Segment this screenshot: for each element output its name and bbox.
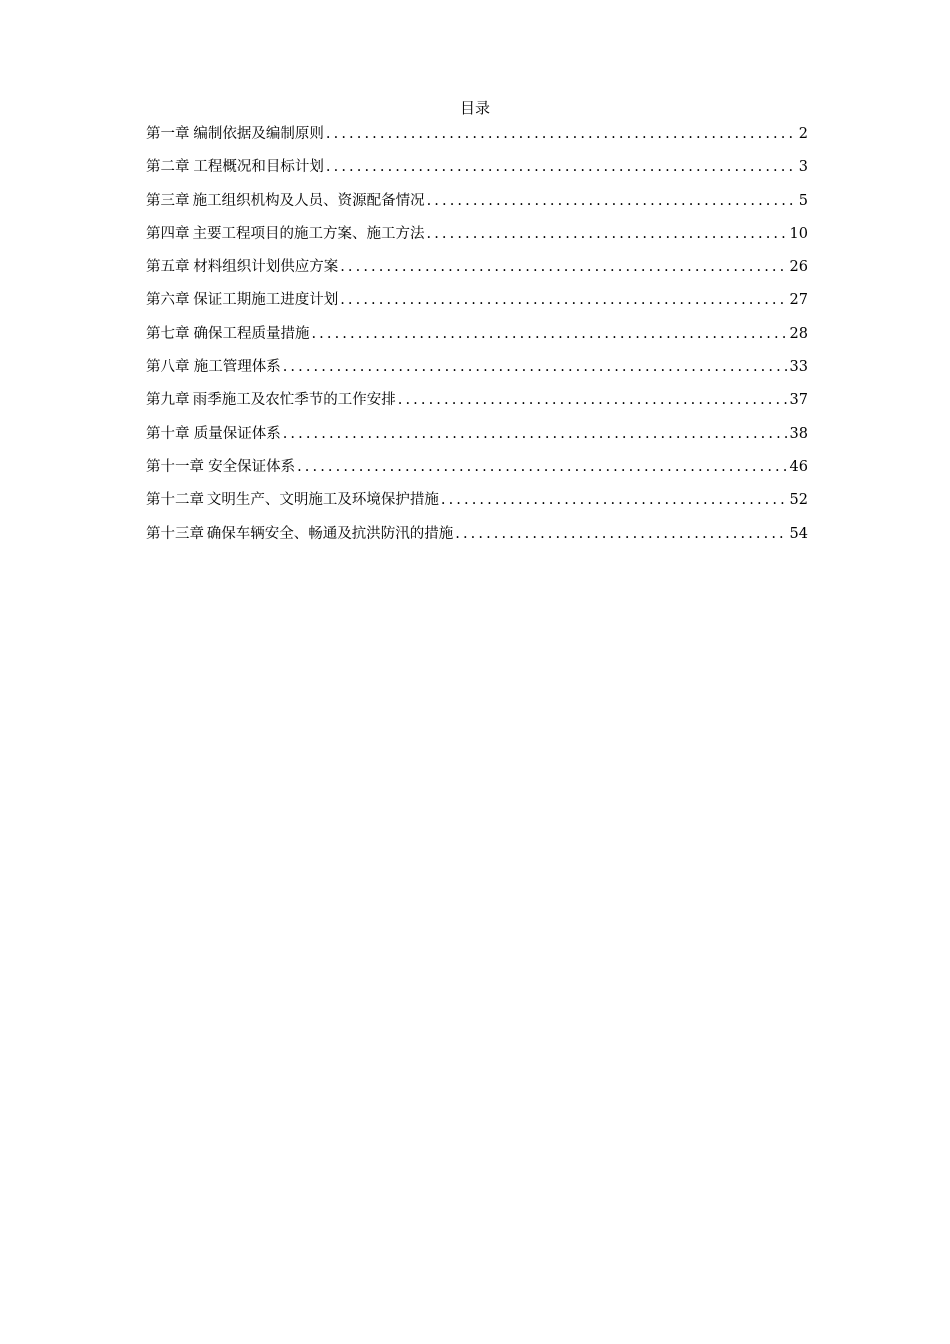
toc-dot-leader xyxy=(297,456,787,478)
toc-entry-title: 保证工期施工进度计划 xyxy=(193,292,339,309)
toc-entry[interactable] xyxy=(146,156,808,189)
toc-entry[interactable] xyxy=(146,523,808,556)
toc-chapter: 第三章 xyxy=(146,192,190,209)
toc-chapter: 第六章 xyxy=(146,292,190,309)
toc-chapter: 第十一章 xyxy=(146,458,204,475)
toc-entry[interactable] xyxy=(146,223,808,256)
toc-entry-title: 施工组织机构及人员、资源配备情况 xyxy=(192,192,425,209)
toc-page-number: 54 xyxy=(789,525,808,542)
toc-entry-title: 施工管理体系 xyxy=(193,359,281,376)
toc-page-number: 2 xyxy=(798,126,808,142)
toc-dot-leader xyxy=(340,256,787,278)
toc-entry[interactable] xyxy=(146,423,808,456)
toc-dot-leader xyxy=(340,289,787,311)
toc-chapter: 第四章 xyxy=(146,225,190,242)
toc-page-number: 38 xyxy=(789,425,808,442)
toc-dot-leader xyxy=(326,156,797,178)
toc-dot-leader xyxy=(311,323,787,345)
toc-entry-title: 确保工程质量措施 xyxy=(193,325,310,342)
toc-chapter: 第十二章 xyxy=(146,492,204,509)
toc-dot-leader xyxy=(427,190,797,212)
toc-dot-leader xyxy=(455,523,787,545)
toc-entry[interactable] xyxy=(146,456,808,489)
toc-dot-leader xyxy=(427,223,788,245)
toc-dot-leader xyxy=(398,389,788,411)
toc-page-number: 27 xyxy=(789,292,808,309)
toc-page-number: 5 xyxy=(798,192,808,209)
toc-title: 目录 xyxy=(459,99,490,117)
toc-entry-title: 安全保证体系 xyxy=(208,458,296,475)
toc-chapter: 第二章 xyxy=(146,159,190,176)
toc-entry[interactable] xyxy=(146,323,808,356)
toc-page-number: 3 xyxy=(798,159,808,176)
toc-entry-title: 工程概况和目标计划 xyxy=(193,159,324,176)
toc-dot-leader xyxy=(441,489,788,511)
toc-entry-title: 编制依据及编制原则 xyxy=(193,126,324,142)
toc-entry-title: 材料组织计划供应方案 xyxy=(193,259,339,276)
toc-entry-title: 文明生产、文明施工及环境保护措施 xyxy=(206,492,439,509)
toc-page-number: 33 xyxy=(789,359,808,376)
toc-entry[interactable] xyxy=(146,190,808,223)
toc-entry[interactable] xyxy=(146,356,808,389)
toc-dot-leader xyxy=(283,356,788,378)
toc-entry-title: 确保车辆安全、畅通及抗洪防汛的措施 xyxy=(206,525,454,542)
toc-chapter: 第八章 xyxy=(146,359,190,376)
toc-list xyxy=(146,123,808,556)
toc-page-number: 46 xyxy=(789,458,808,475)
toc-entry-title: 质量保证体系 xyxy=(193,425,281,442)
toc-chapter: 第五章 xyxy=(146,259,190,276)
toc-chapter: 第十三章 xyxy=(146,525,204,542)
toc-page-number: 52 xyxy=(789,492,808,509)
toc-entry[interactable] xyxy=(146,489,808,522)
toc-entry[interactable] xyxy=(146,289,808,322)
toc-dot-leader xyxy=(283,423,788,445)
toc-entry[interactable] xyxy=(146,256,808,289)
toc-chapter: 第一章 xyxy=(146,126,190,142)
toc-chapter: 第七章 xyxy=(146,325,190,342)
toc-entry-title: 主要工程项目的施工方案、施工方法 xyxy=(192,225,425,242)
toc-entry[interactable] xyxy=(146,389,808,422)
toc-dot-leader xyxy=(326,123,797,145)
toc-page-number: 28 xyxy=(789,325,808,342)
toc-entry-title: 雨季施工及农忙季节的工作安排 xyxy=(192,392,396,409)
toc-page-number: 37 xyxy=(789,392,808,409)
toc-page-number: 26 xyxy=(789,259,808,276)
toc-entry[interactable] xyxy=(146,123,808,156)
toc-page-number: 10 xyxy=(789,225,808,242)
toc-chapter: 第十章 xyxy=(146,425,190,442)
toc-chapter: 第九章 xyxy=(146,392,190,409)
